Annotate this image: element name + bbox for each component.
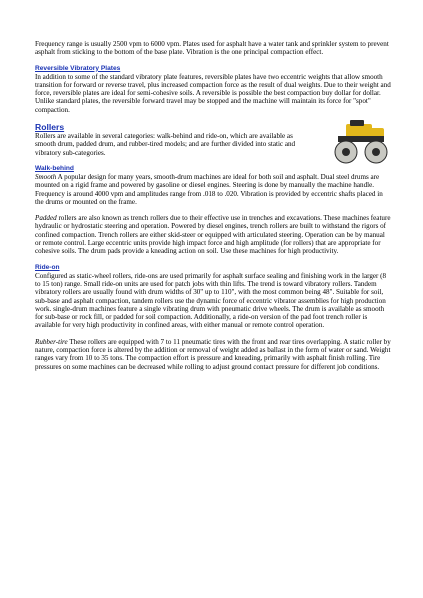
padded-paragraph [35,214,392,255]
roller-machine-image [328,118,392,166]
smooth-term: Smooth [35,172,57,181]
ride-on-heading[interactable]: Ride-on [35,263,60,271]
rubber-tire-text: These rollers are equipped with 7 to 11 pneumatic tires with the front and rear tires overlapping. A static roller by nature, compaction force is altered by the addition or removal of weight added as ballast in the form of water or sand. Weight ranges vary from 10 to 35 tons. The compaction effort is pressure and kneading, primarily with asphalt finish rolling. Tire pressures on some machines can be decreased while rolling to adjust ground contact pressure for different job conditions. [35,337,391,371]
smooth-text: A popular design for many years, smooth-drum machines are ideal for both soil and asphalt. Dual steel drums are mounted on a rigid frame and powered by gasoline or diesel engines. Steering is done by manually the machine handle. Frequency is around 4000 vpm and amplitudes range from .018 to .020. Vibration is provided by eccentric shafts placed in the drums or mounted on the frame. [35,172,383,206]
roller-rear-hub [372,148,380,156]
smooth-paragraph [35,173,392,206]
document-body [35,40,392,379]
rollers-section [35,122,392,157]
padded-term: Padded [35,214,57,223]
reversible-plates-heading[interactable]: Reversible Vibratory Plates [35,64,121,72]
rollers-paragraph: Rollers are available in several categories: walk-behind and ride-on, which are available as smooth drum, padded drum, and rubber-tired models; and are further divided into static and vibratory sub-categories. [35,132,296,157]
rubber-tire-paragraph [35,338,392,371]
reversible-plates-paragraph: In addition to some of the standard vibratory plate features, reversible plates have two eccentric weights that allow smooth transition for forward or reverse travel, plus increased compaction force as the result of dual weights. Due to their weight and force, reversible plates are ideal for semi-cohesive soils. A reversible is possible the best compaction buy dollar for dollar. Unlike standard plates, the reversible forward travel may be stopped and the machine will maintain its force for "spot" compaction. [35,72,391,114]
roller-seat [350,120,364,126]
rollers-heading[interactable]: Rollers [35,122,65,133]
ride-on-paragraph: Configured as static-wheel rollers, ride-ons are used primarily for asphalt surface sealing and finishing work in the larger (8 to 15 ton) range. Small ride-on units are used for patch jobs with thin lifts. The trend is toward vibratory rollers. Tandem vibratory rollers are usually found with drum widths of 30" up to 110", with the most common being 48". Suitable for soil, sub-base and asphalt compaction, tandem rollers use the dynamic force of eccentric vibrator assemblies for high production work. single-drum machines feature a single vibrating drum with pneumatic drive wheels. The drum is available as smooth for sub-base or rock fill, or padded for soil compaction. Additionally, a ride-on version of the pad foot trench roller is available for very high productivity in confined areas, with either manual or remote control operation. [35,271,387,330]
padded-text: rollers are also known as trench rollers due to their effective use in trenches and excavations. These machines feature hydraulic or hydrostatic steering and operation. Powered by diesel engines, trench rollers are built to withstand the rigors of confined compaction. Trench rollers are either skid-steer or equipped with articulated steering. Operation can be by manual or remote control. Large eccentric units provide high impact force and high amplitude (for rollers) that are appropriate for cohesive soils. The drum pads provide a kneading action on soil. Use these machines for high productivity. [35,214,391,256]
intro-paragraph: Frequency range is usually 2500 vpm to 6000 vpm. Plates used for asphalt have a water tank and sprinkler system to prevent asphalt from sticking to the bottom of the base plate. Vibration is the one principal compaction effect. [35,40,389,57]
roller-front-hub [342,148,350,156]
walk-behind-heading[interactable]: Walk-behind [35,164,74,172]
rubber-tire-term: Rubber-tire [35,337,68,346]
